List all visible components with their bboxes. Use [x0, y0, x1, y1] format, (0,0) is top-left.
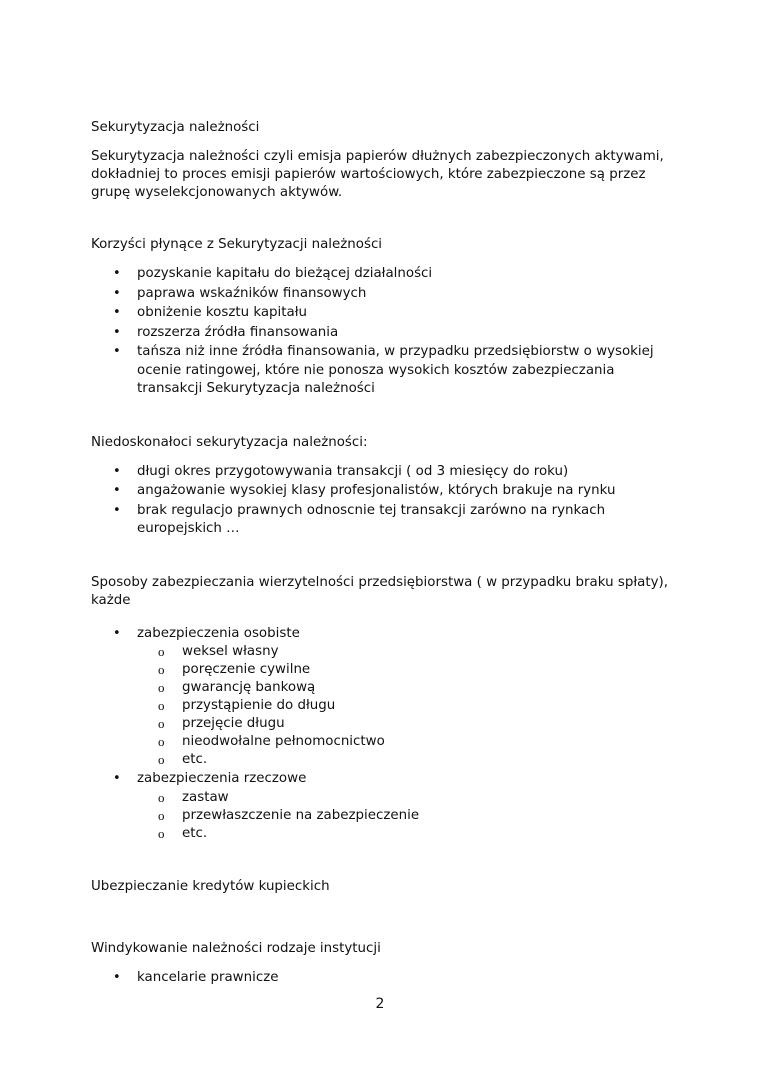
- bullet-icon: •: [113, 266, 121, 281]
- sublist-item: o weksel własny: [158, 644, 279, 659]
- page-number: 2: [375, 996, 385, 1012]
- section-title-korzysci: Korzyści płynące z Sekurytyzacji należności: [91, 237, 383, 252]
- circle-bullet-icon: o: [158, 680, 165, 695]
- sublist-item: o zastaw: [158, 789, 229, 805]
- section-title-ubezpieczanie: Ubezpieczanie kredytów kupieckich: [91, 878, 330, 894]
- section-body-sekurytyzacja: Sekurytyzacja należności czyli emisja papierów dłużnych zabezpieczonych aktywami, dokładniej to proces emisji papierów wartościowych, które zabezpieczone są przez grupę wyselekcjonowanych aktywów.: [91, 149, 664, 200]
- sublist-item: o etc.: [158, 752, 208, 767]
- sublist-item: o poręczenie cywilne: [158, 662, 311, 677]
- section-title-windykowanie: Windykowanie należności rodzaje instytucji: [91, 940, 381, 956]
- sublist-rzeczowe: [137, 789, 681, 843]
- circle-bullet-icon: o: [158, 789, 165, 805]
- bullet-icon: •: [113, 969, 121, 985]
- list-sposoby: [91, 625, 681, 843]
- bullet-icon: •: [113, 324, 121, 340]
- list-item: • kancelarie prawnicze: [91, 969, 681, 988]
- sublist-item: o przewłaszczenie na zabezpieczenie: [158, 807, 420, 823]
- bullet-icon: •: [113, 344, 121, 359]
- bullet-icon: •: [113, 463, 121, 479]
- bullet-icon: •: [113, 502, 121, 518]
- list-item: • zabezpieczenia rzeczowe o zastaw o przewłaszczenie na zabezpieczenie o etc.: [91, 770, 681, 843]
- bullet-icon: •: [113, 483, 121, 498]
- sublist-item: o gwarancję bankową: [158, 680, 316, 695]
- circle-bullet-icon: o: [158, 716, 165, 731]
- circle-bullet-icon: o: [158, 662, 165, 677]
- list-item: • brak regulacjo prawnych odnoscnie tej transakcji zarówno na rynkach europejskich …: [113, 502, 606, 536]
- document-page: [91, 119, 681, 988]
- list-item: • rozszerza źródła finansowania: [91, 324, 681, 343]
- bullet-icon: •: [113, 625, 121, 641]
- sublist-item: o przystąpienie do długu: [158, 698, 336, 713]
- circle-bullet-icon: o: [158, 734, 165, 749]
- list-item: • angażowanie wysokiej klasy profesjonalistów, których brakuje na rynku: [91, 482, 681, 501]
- sublist-item: o etc.: [158, 825, 208, 841]
- circle-bullet-icon: o: [158, 807, 165, 823]
- section-title-sekurytyzacja: Sekurytyzacja należności: [91, 120, 260, 135]
- sublist-item: o nieodwołalne pełnomocnictwo: [158, 734, 385, 749]
- circle-bullet-icon: o: [158, 825, 165, 841]
- list-korzysci: [91, 265, 681, 399]
- section-title-sposoby: Sposoby zabezpieczania wierzytelności przedsiębiorstwa ( w przypadku braku spłaty), każde: [91, 574, 668, 608]
- bullet-icon: •: [113, 771, 121, 786]
- list-niedoskonalosci: [91, 463, 681, 539]
- sublist-item: o przejęcie długu: [158, 716, 285, 731]
- list-windykowanie: [91, 969, 681, 988]
- sublist-osobiste: [137, 643, 681, 769]
- list-item: • obniżenie kosztu kapitału: [91, 304, 681, 323]
- list-item: • długi okres przygotowywania transakcji ( od 3 miesięcy do roku): [91, 463, 681, 482]
- circle-bullet-icon: o: [158, 644, 165, 659]
- list-item: • paprawa wskaźników finansowych: [91, 285, 681, 304]
- section-title-niedoskonalosci: Niedoskonałoci sekurytyzacja należności:: [91, 434, 368, 450]
- list-item: • pozyskanie kapitału do bieżącej działalności: [91, 265, 681, 284]
- bullet-icon: •: [113, 285, 121, 301]
- circle-bullet-icon: o: [158, 752, 165, 767]
- list-item: • zabezpieczenia osobiste o weksel własny o poręczenie cywilne o gwarancję bankową o przystąpienie do długu o przejęcie długu o nieodwołalne pełnomocnictwo o etc.: [91, 625, 681, 770]
- circle-bullet-icon: o: [158, 698, 165, 713]
- bullet-icon: •: [113, 305, 121, 320]
- list-item: • tańsza niż inne źródła finansowania, w przypadku przedsiębiorstw o wysokiej ocenie ratingowej, które nie ponosza wysokich kosztów zabezpieczania transakcji Sekurytyzacja należności: [113, 344, 654, 396]
